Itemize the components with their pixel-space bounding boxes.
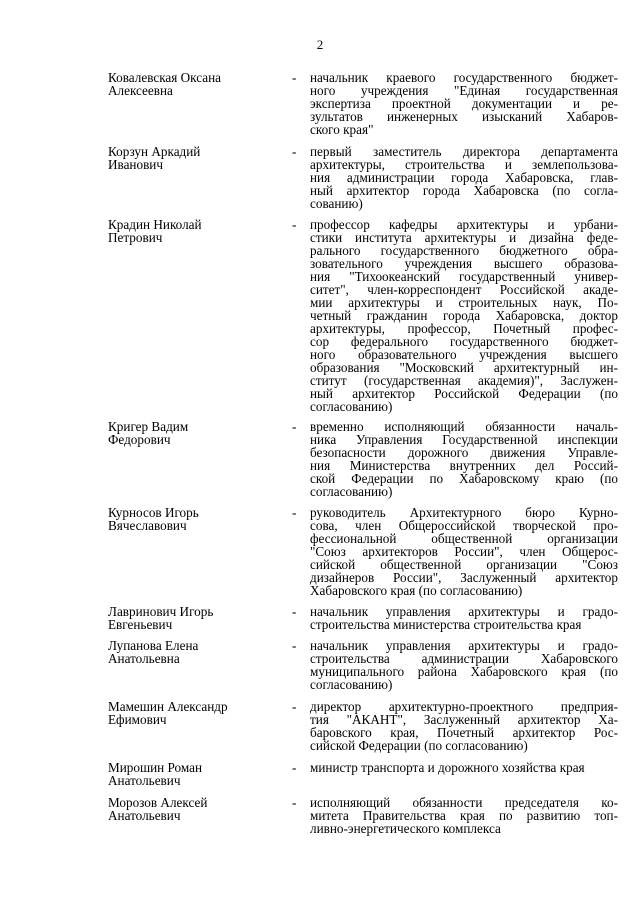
member-position-line: ния "Тихоокеанский государственный универ- (310, 269, 618, 284)
dash-separator: - (292, 699, 297, 714)
member-position-line: ный архитектор Российской Федерации (по (310, 386, 618, 401)
member-position-line: ской Федерации по Хабаровскому краю (по (310, 471, 618, 486)
member-position-line: экспертиза проектной документации и ре- (310, 96, 618, 111)
member-name-line: Иванович (108, 157, 163, 172)
member-position-line: начальник управления архитектуры и градо- (310, 604, 618, 619)
dash-separator: - (292, 795, 297, 810)
member-position-line: безопасности дорожного движения Управле- (310, 445, 618, 460)
member-name-line: Анатольевич (108, 808, 181, 823)
member-position-line: зовательного учреждения высшего образова- (310, 256, 618, 271)
member-position-line: первый заместитель директора департамента (310, 144, 618, 159)
member-position-line: баровского края, Почетный архитектор Рос- (310, 725, 618, 740)
member-name-line: Кригер Вадим (108, 419, 189, 434)
member-position-line: строительства администрации Хабаровского (310, 651, 618, 666)
member-position (310, 761, 618, 774)
member-position-line: руководитель Архитектурного бюро Курно- (310, 505, 618, 520)
member-position-line: ния администрации города Хабаровска, глав- (310, 170, 618, 185)
member-position-line: сор федерального государственного бюджет- (310, 334, 618, 349)
member-position-line: сова, член Общероссийской творческой про- (310, 518, 618, 533)
member-position-line: сийской Федерации (по согласованию) (310, 738, 528, 753)
member-position-line: архитектуры, строительства и землепользова- (310, 157, 618, 172)
member-position-line: профессор кафедры архитектуры и урбани- (310, 217, 618, 232)
member-name (108, 639, 273, 665)
member-position-line: ный архитектор города Хабаровска (по согла- (310, 183, 618, 198)
member-position-line: зультатов инженерных изысканий Хабаров- (310, 109, 618, 124)
dash-separator: - (292, 70, 297, 85)
member-position-line: сованию) (310, 196, 363, 211)
member-position-line: ского края" (310, 122, 374, 137)
member-position (310, 420, 618, 498)
member-name-line: Лупанова Елена (108, 638, 199, 653)
dash-separator: - (292, 144, 297, 159)
member-position (310, 71, 618, 136)
member-name-line: Петрович (108, 230, 163, 245)
member-name-line: Крадин Николай (108, 217, 202, 232)
member-name-line: Анатольевна (108, 651, 180, 666)
member-name-line: Вячеславович (108, 518, 187, 533)
member-name (108, 218, 273, 244)
dash-separator: - (292, 505, 297, 520)
member-name-line: Алексеевна (108, 83, 173, 98)
member-name-line: Евгеньевич (108, 617, 173, 632)
member-position-line: ного образовательного учреждения высшего (310, 347, 618, 362)
member-name-line: Ефимович (108, 712, 167, 727)
dash-separator: - (292, 419, 297, 434)
member-position (310, 218, 618, 413)
member-name-line: Анатольевич (108, 773, 181, 788)
member-position-line: мии архитектуры и строительных наук, По- (310, 295, 618, 310)
member-position-line: ститут (государственная академия)", Заслужен- (310, 373, 618, 388)
member-name-line: Мамешин Александр (108, 699, 228, 714)
member-position-line: архитектуры, профессор, Почетный профес- (310, 321, 618, 336)
member-position-line: ного учреждения "Единая государственная (310, 83, 618, 98)
member-name-line: Курносов Игорь (108, 505, 199, 520)
member-position (310, 145, 618, 210)
member-name-line: Ковалевская Оксана (108, 70, 221, 85)
member-position (310, 506, 618, 597)
member-name-line: Лавринович Игорь (108, 604, 214, 619)
member-position-line: министр транспорта и дорожного хозяйства края (310, 760, 585, 775)
member-name (108, 71, 273, 97)
member-position-line: "Союз архитекторов России", член Общерос- (310, 544, 618, 559)
member-position-line: временно исполняющий обязанности началь- (310, 419, 618, 434)
member-position-line: директор архитектурно-проектного предприя- (310, 699, 618, 714)
dash-separator: - (292, 638, 297, 653)
member-position-line: Хабаровского края (по согласованию) (310, 583, 523, 598)
member-position-line: ния Министерства внутренних дел Россий- (310, 458, 618, 473)
member-position-line: начальник управления архитектуры и градо- (310, 638, 618, 653)
member-position-line: ливно-энергетического комплекса (310, 821, 501, 836)
member-name (108, 796, 273, 822)
member-position-line: согласованию) (310, 484, 393, 499)
member-position-line: образования "Московский архитектурный ин- (310, 360, 618, 375)
member-position-line: стики института архитектуры и дизайна феде- (310, 230, 618, 245)
dash-separator: - (292, 604, 297, 619)
member-position-line: строительства министерства строительства края (310, 617, 582, 632)
member-position-line: ника Управления Государственной инспекции (310, 432, 618, 447)
member-name (108, 145, 273, 171)
dash-separator: - (292, 760, 297, 775)
member-name (108, 506, 273, 532)
page-number: 2 (316, 37, 324, 52)
member-position-line: митета Правительства края по развитию топ- (310, 808, 618, 823)
member-name (108, 700, 273, 726)
member-position-line: муниципального района Хабаровского края (по (310, 664, 618, 679)
member-name (108, 420, 273, 446)
member-name-line: Мирошин Роман (108, 760, 203, 775)
member-name-line: Федорович (108, 432, 171, 447)
member-position-line: фессиональной общественной организации (310, 531, 618, 546)
member-position-line: начальник краевого государственного бюджет- (310, 70, 618, 85)
member-name-line: Корзун Аркадий (108, 144, 201, 159)
member-position-line: тия "АКАНТ", Заслуженный архитектор Ха- (310, 712, 618, 727)
member-position (310, 796, 618, 835)
member-position (310, 605, 618, 631)
member-position-line: четный гражданин города Хабаровска, доктор (310, 308, 618, 323)
member-name (108, 605, 273, 631)
dash-separator: - (292, 217, 297, 232)
member-position-line: дизайнеров России", Заслуженный архитектор (310, 570, 618, 585)
member-position-line: рального государственного бюджетного обра- (310, 243, 618, 258)
member-name-line: Морозов Алексей (108, 795, 208, 810)
member-position-line: сийской общественной организации "Союз (310, 557, 618, 572)
member-name (108, 761, 273, 787)
member-position-line: согласованию) (310, 677, 393, 692)
member-position (310, 639, 618, 691)
member-position-line: согласованию) (310, 399, 393, 414)
member-position-line: исполняющий обязанности председателя ко- (310, 795, 618, 810)
member-position-line: ситет", член-корреспондент Российской акаде- (310, 282, 618, 297)
member-position (310, 700, 618, 752)
